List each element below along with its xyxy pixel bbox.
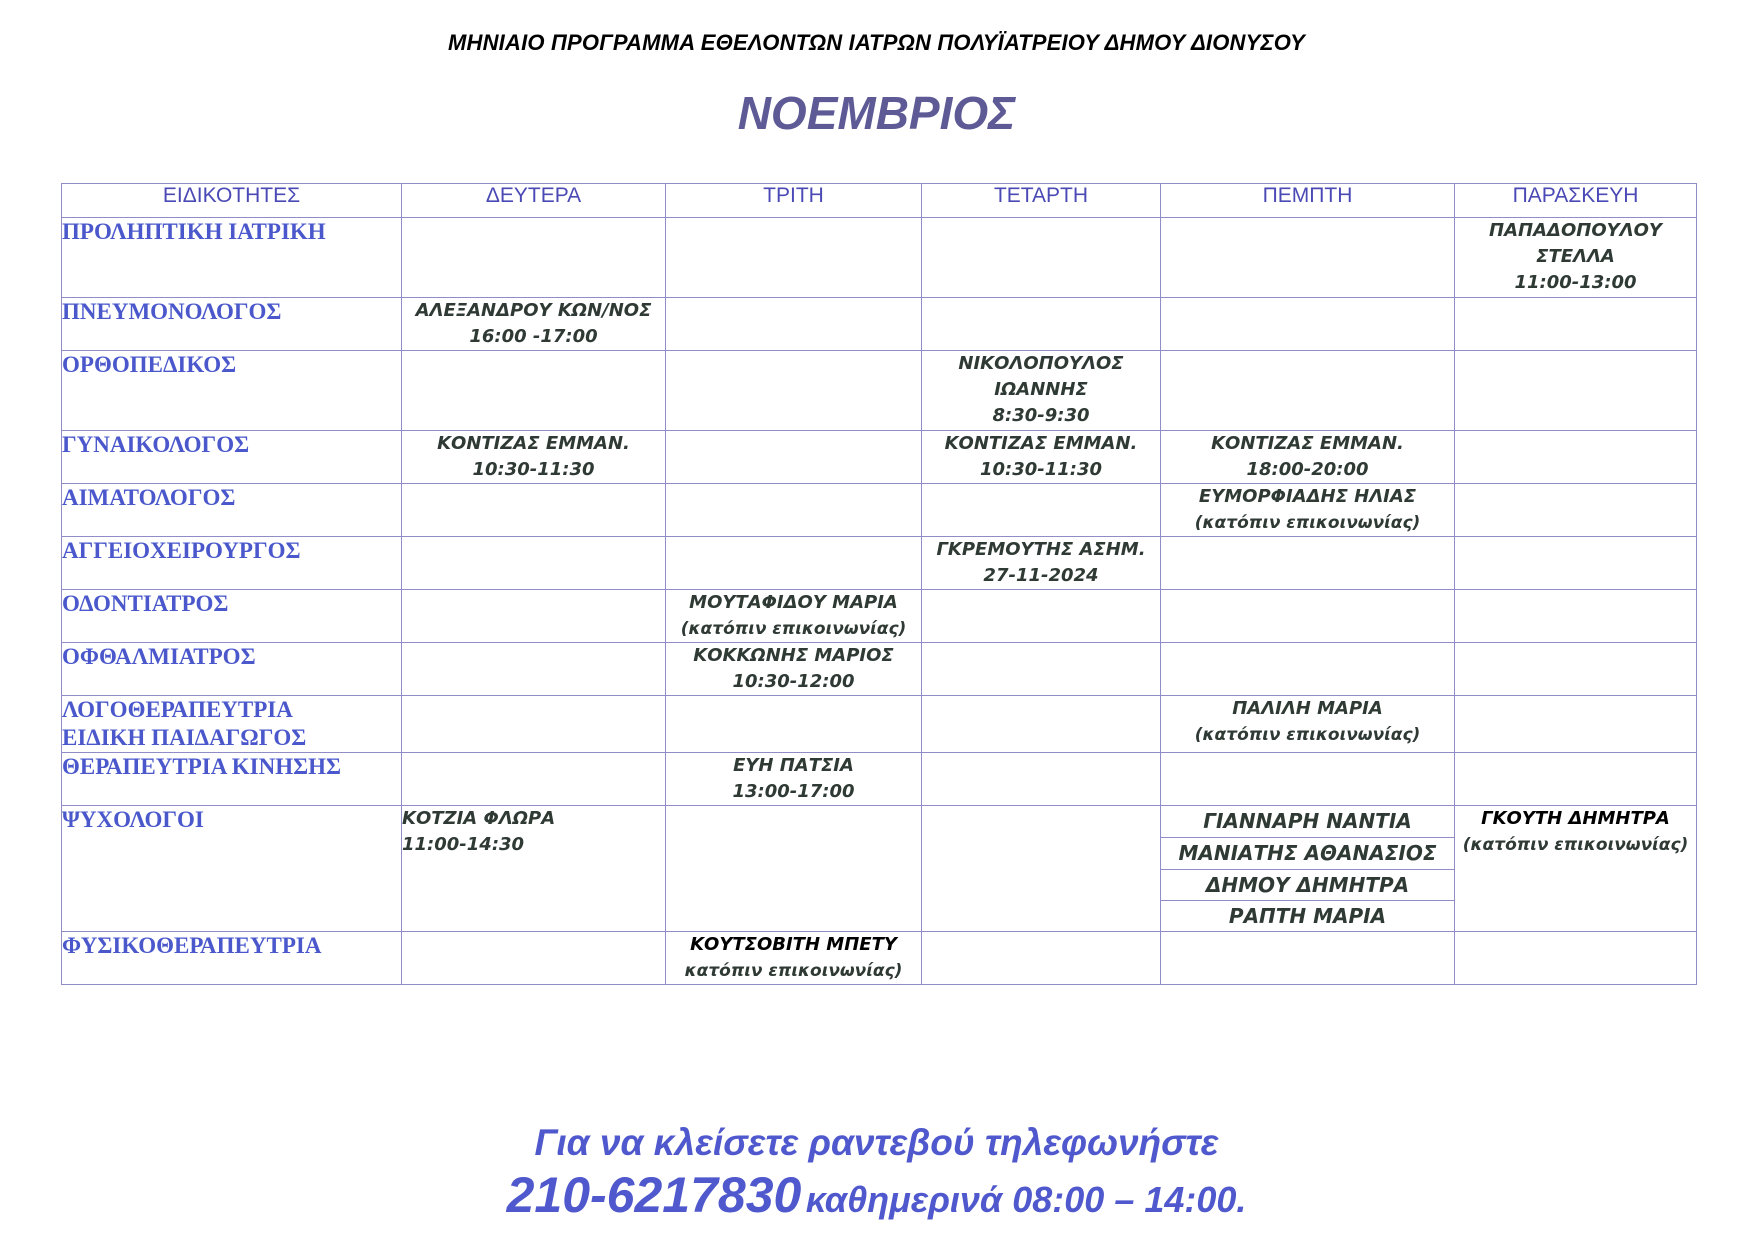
schedule-cell [1161,298,1455,351]
header-day: ΤΕΤΑΡΤΗ [922,184,1161,218]
specialty-cell [62,932,402,985]
schedule-cell [1161,806,1455,932]
footer-call-text: Για να κλείσετε ραντεβού τηλεφωνήστε [534,1122,1219,1163]
cell-line: 11:00-14:30 [402,834,525,855]
schedule-cell [1161,351,1455,431]
cell-line: κατόπιν επικοινωνίας) [684,961,903,981]
schedule-cell [666,537,922,590]
schedule-cell [402,643,666,696]
cell-line: 16:00 -17:00 [469,326,598,347]
schedule-cell [402,298,666,351]
cell-line: ΣΤΕΛΛΑ [1536,246,1615,267]
specialty-label: ΠΡΟΛΗΠΤΙΚΗ ΙΑΤΡΙΚΗ [62,219,326,244]
cell-line: (κατόπιν επικοινωνίας) [1194,725,1421,745]
schedule-cell [1161,484,1455,537]
schedule-cell [922,753,1161,806]
schedule-cell [402,484,666,537]
phone-number: 210-6217830 [506,1167,802,1223]
table-row [62,590,1697,643]
schedule-cell [402,431,666,484]
cell-line: 8:30-9:30 [992,405,1090,426]
header-row [62,184,1697,218]
cell-line: ΑΛΕΞΑΝΔΡΟΥ ΚΩΝ/ΝΟΣ [415,300,652,321]
cell-line: ΚΟΝΤΙΖΑΣ ΕΜΜΑΝ. [437,433,630,454]
cell-line: (κατόπιν επικοινωνίας) [1194,513,1421,533]
cell-line: ΓΚΟΥΤΗ ΔΗΜΗΤΡΑ [1481,808,1670,829]
header-day: ΤΡΙΤΗ [666,184,922,218]
table-row [62,537,1697,590]
schedule-cell [666,932,922,985]
schedule-cell [922,218,1161,298]
specialty-cell [62,431,402,484]
schedule-cell [666,806,922,932]
specialty-cell [62,753,402,806]
schedule-cell [402,590,666,643]
cell-line: ΠΑΛΙΛΗ ΜΑΡΙΑ [1232,698,1383,719]
schedule-cell [922,298,1161,351]
specialty-label: ΕΙΔΙΚΗ ΠΑΙΔΑΓΩΓΟΣ [62,725,307,750]
schedule-cell [402,753,666,806]
cell-line: 13:00-17:00 [732,781,855,802]
schedule-cell [402,218,666,298]
schedule-cell [666,351,922,431]
schedule-cell [402,537,666,590]
schedule-cell [922,643,1161,696]
cell-line: ΙΩΑΝΝΗΣ [994,379,1088,400]
schedule-cell [1455,696,1697,753]
table-row [62,431,1697,484]
schedule-cell [1161,696,1455,753]
header-specialties: ΕΙΔΙΚΟΤΗΤΕΣ [62,184,402,218]
schedule-cell [1455,643,1697,696]
specialty-cell [62,643,402,696]
schedule-cell [922,351,1161,431]
cell-line: 18:00-20:00 [1246,459,1369,480]
cell-line: ΜΟΥΤΑΦΙΔΟΥ ΜΑΡΙΑ [689,592,898,613]
schedule-cell [1161,537,1455,590]
schedule-cell [922,484,1161,537]
table-row-physio [62,932,1697,985]
cell-line: ΓΚΡΕΜΟΥΤΗΣ ΑΣΗΜ. [936,539,1146,560]
month-heading: ΝΟΕΜΒΡΙΟΣ [737,87,1016,139]
schedule-cell [666,696,922,753]
schedule-cell [666,484,922,537]
specialty-label: ΠΝΕΥΜΟΝΟΛΟΓΟΣ [62,299,282,324]
footer-contact [0,1166,1753,1224]
schedule-cell [1455,431,1697,484]
schedule-cell [402,932,666,985]
schedule-cell [1455,753,1697,806]
schedule-cell [1455,351,1697,431]
schedule-cell [922,932,1161,985]
cell-line: ΚΟΤΖΙΑ ΦΛΩΡΑ [402,808,556,829]
page-title: ΜΗΝΙΑΙΟ ΠΡΟΓΡΑΜΜΑ ΕΘΕΛΟΝΤΩΝ ΙΑΤΡΩΝ ΠΟΛΥΪΑΤΡΕΙΟΥ ΔΗΜΟΥ ΔΙΟΝΥΣΟΥ [447,30,1305,55]
schedule-cell [666,298,922,351]
schedule-cell [666,753,922,806]
schedule-cell [402,351,666,431]
table-row [62,484,1697,537]
schedule-cell [1161,431,1455,484]
schedule-cell [666,431,922,484]
specialty-label: ΟΦΘΑΛΜΙΑΤΡΟΣ [62,644,256,669]
cell-line: 11:00-13:00 [1514,272,1637,293]
schedule-cell [1455,298,1697,351]
specialty-cell [62,696,402,753]
cell-line: 10:30-11:30 [979,459,1103,480]
schedule-cell [922,431,1161,484]
schedule-cell [402,696,666,753]
schedule-cell [1161,753,1455,806]
specialty-cell [62,298,402,351]
specialty-cell [62,218,402,298]
cell-line: ΚΟΝΤΙΖΑΣ ΕΜΜΑΝ. [1211,433,1404,454]
schedule-cell [922,696,1161,753]
psychologist-name: ΡΑΠΤΗ ΜΑΡΙΑ [1228,904,1387,928]
table-row [62,351,1697,431]
cell-line: (κατόπιν επικοινωνίας) [680,619,907,639]
specialty-label: ΛΟΓΟΘΕΡΑΠΕΥΤΡΙΑ [62,697,293,722]
cell-line: ΠΑΠΑΔΟΠΟΥΛΟΥ [1489,220,1662,241]
cell-line: ΕΥΜΟΡΦΙΑΔΗΣ ΗΛΙΑΣ [1198,486,1417,507]
specialty-cell [62,484,402,537]
schedule-cell [666,590,922,643]
schedule-cell [1455,484,1697,537]
office-hours: καθημερινά 08:00 – 14:00. [805,1179,1247,1220]
schedule-cell [666,218,922,298]
cell-line: ΚΟΝΤΙΖΑΣ ΕΜΜΑΝ. [944,433,1138,454]
cell-line: ΚΟΥΤΣΟΒΙΤΗ ΜΠΕΤΥ [690,934,897,955]
cell-line: 27-11-2024 [983,565,1099,586]
table-row [62,643,1697,696]
psychologist-name: ΜΑΝΙΑΤΗΣ ΑΘΑΝΑΣΙΟΣ [1161,838,1454,870]
specialty-label: ΟΡΘΟΠΕΔΙΚΟΣ [62,352,237,377]
schedule-cell [1455,218,1697,298]
table-row [62,696,1697,753]
specialty-label: ΑΓΓΕΙΟΧΕΙΡΟΥΡΓΟΣ [62,538,301,563]
psychologist-name: ΔΗΜΟΥ ΔΗΜΗΤΡΑ [1161,870,1454,901]
schedule-cell [1161,590,1455,643]
specialty-cell [62,590,402,643]
specialty-label: ΟΔΟΝΤΙΑΤΡΟΣ [62,591,229,616]
specialty-cell [62,537,402,590]
schedule-cell [402,806,666,932]
cell-line: 10:30-11:30 [472,459,595,480]
schedule-cell [1161,218,1455,298]
schedule-cell [1161,643,1455,696]
specialty-label: ΘΕΡΑΠΕΥΤΡΙΑ ΚΙΝΗΣΗΣ [62,754,342,779]
cell-line: 10:30-12:00 [732,671,855,692]
specialty-cell [62,806,402,932]
table-row-psychologists [62,806,1697,932]
header-day: ΠΑΡΑΣΚΕΥΗ [1455,184,1697,218]
schedule-cell [1161,932,1455,985]
cell-line: (κατόπιν επικοινωνίας) [1462,835,1689,855]
schedule-cell [922,806,1161,932]
schedule-cell [1455,537,1697,590]
cell-line: ΕΥΗ ΠΑΤΣΙΑ [733,755,854,776]
schedule-cell [666,643,922,696]
specialty-label: ΑΙΜΑΤΟΛΟΓΟΣ [62,485,236,510]
schedule-cell [1455,806,1697,932]
table-row [62,218,1697,298]
psychologist-name: ΓΙΑΝΝΑΡΗ ΝΑΝΤΙΑ [1161,806,1454,838]
specialty-label: ΦΥΣΙΚΟΘΕΡΑΠΕΥΤΡΙΑ [62,933,322,958]
specialty-label: ΨΥΧΟΛΟΓΟΙ [62,807,204,832]
cell-line: ΝΙΚΟΛΟΠΟΥΛΟΣ [958,353,1124,374]
header-day: ΠΕΜΠΤΗ [1161,184,1455,218]
schedule-table [61,183,1697,985]
cell-line: ΚΟΚΚΩΝΗΣ ΜΑΡΙΟΣ [693,645,894,666]
table-row [62,753,1697,806]
table-row [62,298,1697,351]
specialty-label: ΓΥΝΑΙΚΟΛΟΓΟΣ [62,432,250,457]
schedule-cell [1455,932,1697,985]
schedule-cell [1455,590,1697,643]
header-day: ΔΕΥΤΕΡΑ [402,184,666,218]
schedule-cell [922,590,1161,643]
specialty-cell [62,351,402,431]
schedule-cell [922,537,1161,590]
